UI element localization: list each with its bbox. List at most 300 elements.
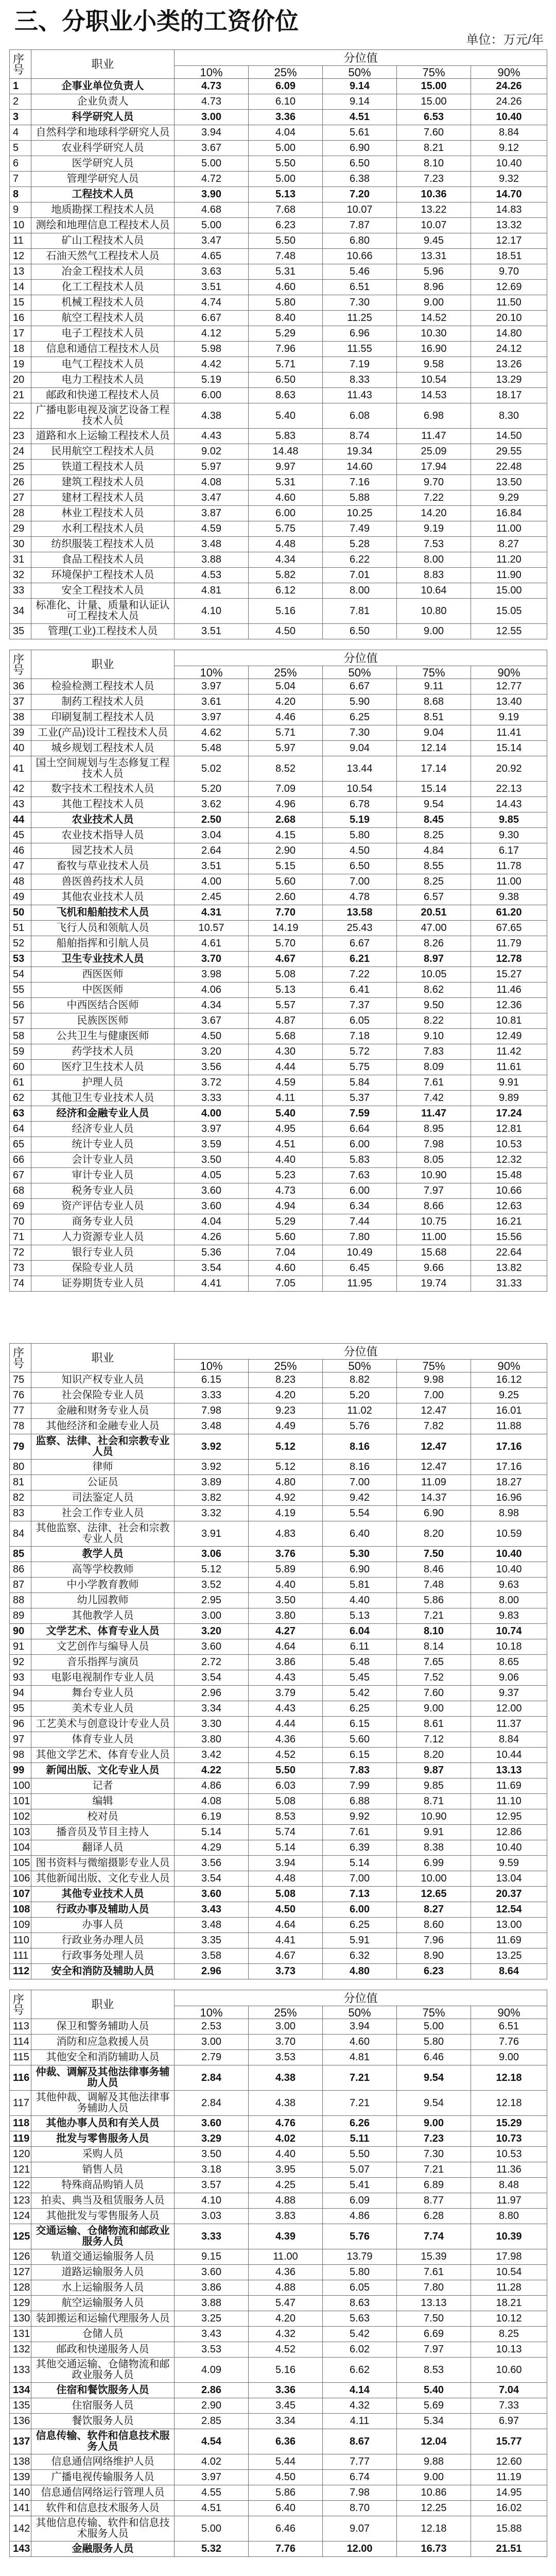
value-p25: 4.51 <box>249 1137 323 1153</box>
value-p10: 3.62 <box>175 797 249 812</box>
value-p75: 9.04 <box>397 725 471 741</box>
table-row <box>10 311 547 326</box>
table-row <box>10 2193 547 2209</box>
row-number: 4 <box>10 125 31 141</box>
row-number: 84 <box>10 1521 31 1547</box>
table-row <box>10 1060 547 1075</box>
value-p10: 3.06 <box>175 1547 249 1562</box>
value-p25: 6.40 <box>249 2501 323 2516</box>
occupation-name: 保险专业人员 <box>31 1261 175 1276</box>
value-p90: 11.61 <box>471 1060 547 1075</box>
value-p90: 13.50 <box>471 475 547 490</box>
value-p50: 4.40 <box>323 1593 397 1608</box>
value-p25: 2.60 <box>249 890 323 905</box>
value-p10: 3.04 <box>175 828 249 843</box>
value-p50: 8.74 <box>323 429 397 444</box>
occupation-name: 经济专业人员 <box>31 1122 175 1137</box>
table-row <box>10 1029 547 1044</box>
value-p50: 5.72 <box>323 1044 397 1060</box>
value-p75: 10.36 <box>397 187 471 202</box>
table-row <box>10 599 547 624</box>
row-number: 27 <box>10 490 31 506</box>
row-number: 32 <box>10 568 31 583</box>
value-p10: 3.91 <box>175 1521 249 1547</box>
row-number: 43 <box>10 797 31 812</box>
value-p75: 15.14 <box>397 782 471 797</box>
table-row <box>10 233 547 249</box>
table-row <box>10 141 547 156</box>
row-number: 137 <box>10 2429 31 2454</box>
value-p50: 7.22 <box>323 967 397 982</box>
occupation-name: 园艺技术人员 <box>31 843 175 859</box>
value-p90: 13.32 <box>471 218 547 233</box>
value-p10: 6.15 <box>175 1372 249 1388</box>
value-p90: 22.64 <box>471 1245 547 1261</box>
row-number: 94 <box>10 1686 31 1701</box>
value-p10: 3.88 <box>175 552 249 568</box>
value-p90: 12.18 <box>471 2091 547 2116</box>
value-p75: 7.00 <box>397 1388 471 1403</box>
value-p90: 9.29 <box>471 490 547 506</box>
value-p90: 11.97 <box>471 2193 547 2209</box>
value-p10: 3.47 <box>175 490 249 506</box>
value-p90: 9.91 <box>471 1075 547 1091</box>
value-p10: 5.02 <box>175 756 249 782</box>
value-p75: 10.75 <box>397 1214 471 1230</box>
row-number: 131 <box>10 2327 31 2342</box>
occupation-name: 社会工作专业人员 <box>31 1506 175 1521</box>
value-p50: 6.50 <box>323 859 397 874</box>
table-row <box>10 1871 547 1887</box>
table-row <box>10 1490 547 1506</box>
value-p25: 5.71 <box>249 725 323 741</box>
value-p25: 5.16 <box>249 599 323 624</box>
value-p75: 7.65 <box>397 1655 471 1670</box>
value-p10: 4.65 <box>175 249 249 264</box>
header-occupation: 职业 <box>31 650 175 679</box>
table-row <box>10 2429 547 2454</box>
table-row <box>10 1261 547 1276</box>
value-p10: 4.53 <box>175 568 249 583</box>
row-number: 72 <box>10 1245 31 1261</box>
value-p75: 7.23 <box>397 172 471 187</box>
value-p50: 6.15 <box>323 1717 397 1732</box>
occupation-name: 行政办事及辅助人员 <box>31 1902 175 1918</box>
header-percentile: 分位值 <box>175 1344 547 1360</box>
row-number: 73 <box>10 1261 31 1276</box>
value-p10: 3.33 <box>175 1388 249 1403</box>
occupation-name: 体育专业人员 <box>31 1732 175 1748</box>
value-p50: 6.26 <box>323 2116 397 2131</box>
value-p75: 7.21 <box>397 1608 471 1624</box>
occupation-name: 其他信息传输、软件和信息技术服务人员 <box>31 2516 175 2541</box>
occupation-name: 证券期货专业人员 <box>31 1276 175 1292</box>
occupation-name: 纺织服装工程技术人员 <box>31 537 175 552</box>
value-p10: 3.42 <box>175 1748 249 1763</box>
value-p75: 7.50 <box>397 1547 471 1562</box>
value-p50: 13.44 <box>323 756 397 782</box>
value-p50: 8.82 <box>323 1372 397 1388</box>
table-row <box>10 2358 547 2383</box>
value-p10: 4.31 <box>175 905 249 921</box>
value-p25: 3.76 <box>249 1547 323 1562</box>
value-p90: 17.16 <box>471 1460 547 1475</box>
wage-table <box>9 650 547 1292</box>
table-row <box>10 2470 547 2485</box>
value-p50: 11.25 <box>323 311 397 326</box>
value-p90: 12.81 <box>471 1122 547 1137</box>
value-p25: 4.34 <box>249 552 323 568</box>
occupation-name: 销售人员 <box>31 2162 175 2178</box>
row-number: 40 <box>10 741 31 756</box>
value-p50: 6.88 <box>323 1794 397 1809</box>
value-p25: 5.57 <box>249 998 323 1013</box>
value-p10: 9.15 <box>175 2249 249 2265</box>
value-p50: 7.80 <box>323 1230 397 1245</box>
value-p50: 6.90 <box>323 141 397 156</box>
row-number: 85 <box>10 1547 31 1562</box>
occupation-name: 软件和信息技术服务人员 <box>31 2501 175 2516</box>
occupation-name: 交通运输、仓储物流和邮政业服务人员 <box>31 2224 175 2249</box>
value-p75: 8.26 <box>397 936 471 952</box>
table-row <box>10 521 547 537</box>
value-p90: 22.13 <box>471 782 547 797</box>
value-p10: 3.59 <box>175 1137 249 1153</box>
value-p50: 7.59 <box>323 1106 397 1122</box>
value-p10: 3.52 <box>175 1578 249 1593</box>
occupation-name: 办事人员 <box>31 1918 175 1933</box>
value-p75: 12.47 <box>397 1460 471 1475</box>
value-p90: 15.00 <box>471 583 547 599</box>
value-p90: 11.90 <box>471 568 547 583</box>
table-row <box>10 2280 547 2296</box>
value-p75: 15.39 <box>397 2249 471 2265</box>
value-p90: 12.32 <box>471 1153 547 1168</box>
value-p25: 5.50 <box>249 1763 323 1778</box>
occupation-name: 公证员 <box>31 1475 175 1490</box>
value-p50: 5.11 <box>323 2131 397 2147</box>
occupation-name: 住宿服务人员 <box>31 2398 175 2414</box>
value-p90: 9.32 <box>471 172 547 187</box>
value-p75: 7.52 <box>397 1670 471 1686</box>
value-p25: 4.46 <box>249 710 323 725</box>
occupation-name: 其他专业技术人员 <box>31 1887 175 1902</box>
value-p50: 7.20 <box>323 187 397 202</box>
value-p75: 8.60 <box>397 1918 471 1933</box>
value-p25: 3.83 <box>249 2209 323 2224</box>
header-p75: 75% <box>397 666 471 679</box>
value-p25: 4.20 <box>249 1388 323 1403</box>
value-p50: 8.16 <box>323 1434 397 1460</box>
value-p25: 4.59 <box>249 1075 323 1091</box>
occupation-name: 信息和通信工程技术人员 <box>31 342 175 357</box>
value-p75: 7.22 <box>397 490 471 506</box>
value-p90: 14.50 <box>471 429 547 444</box>
value-p50: 5.14 <box>323 1856 397 1871</box>
value-p10: 2.90 <box>175 2398 249 2414</box>
value-p90: 8.84 <box>471 1732 547 1748</box>
value-p90: 8.30 <box>471 403 547 429</box>
value-p50: 5.28 <box>323 537 397 552</box>
value-p50: 5.42 <box>323 1686 397 1701</box>
row-number: 41 <box>10 756 31 782</box>
value-p25: 4.52 <box>249 1748 323 1763</box>
value-p90: 15.88 <box>471 2516 547 2541</box>
value-p25: 6.00 <box>249 506 323 521</box>
value-p90: 9.85 <box>471 812 547 828</box>
value-p90: 7.04 <box>471 2383 547 2398</box>
row-number: 64 <box>10 1122 31 1137</box>
row-number: 93 <box>10 1670 31 1686</box>
value-p10: 5.32 <box>175 2541 249 2557</box>
value-p10: 4.54 <box>175 2429 249 2454</box>
value-p50: 6.05 <box>323 2280 397 2296</box>
value-p90: 13.40 <box>471 694 547 710</box>
value-p10: 3.97 <box>175 1122 249 1137</box>
table-row <box>10 2265 547 2280</box>
value-p75: 8.90 <box>397 1948 471 1964</box>
header-p75: 75% <box>397 2006 471 2019</box>
occupation-name: 其他仲裁、调解及其他法律事务辅助人员 <box>31 2091 175 2116</box>
value-p10: 4.29 <box>175 1840 249 1856</box>
row-number: 62 <box>10 1091 31 1106</box>
value-p50: 19.34 <box>323 444 397 460</box>
row-number: 124 <box>10 2209 31 2224</box>
value-p75: 8.96 <box>397 280 471 295</box>
value-p25: 8.40 <box>249 311 323 326</box>
value-p10: 4.74 <box>175 295 249 311</box>
value-p50: 6.00 <box>323 1137 397 1153</box>
table-row <box>10 1153 547 1168</box>
table-row <box>10 2131 547 2147</box>
value-p50: 7.00 <box>323 874 397 890</box>
value-p50: 5.88 <box>323 490 397 506</box>
value-p50: 11.95 <box>323 1276 397 1292</box>
value-p90: 9.37 <box>471 1686 547 1701</box>
value-p90: 14.83 <box>471 202 547 218</box>
row-number: 112 <box>10 1964 31 1979</box>
occupation-name: 文学艺术、体育专业人员 <box>31 1624 175 1639</box>
value-p90: 24.26 <box>471 94 547 110</box>
table-row <box>10 1639 547 1655</box>
value-p90: 10.40 <box>471 156 547 172</box>
value-p50: 6.41 <box>323 982 397 998</box>
value-p75: 15.68 <box>397 1245 471 1261</box>
value-p25: 4.88 <box>249 2193 323 2209</box>
occupation-name: 民用航空工程技术人员 <box>31 444 175 460</box>
value-p50: 6.90 <box>323 1562 397 1578</box>
value-p10: 5.48 <box>175 741 249 756</box>
value-p50: 12.00 <box>323 2541 397 2557</box>
row-number: 129 <box>10 2296 31 2311</box>
value-p75: 8.10 <box>397 1624 471 1639</box>
value-p10: 3.53 <box>175 2342 249 2358</box>
value-p75: 8.25 <box>397 874 471 890</box>
row-number: 66 <box>10 1153 31 1168</box>
row-number: 69 <box>10 1199 31 1214</box>
occupation-name: 机械工程技术人员 <box>31 295 175 311</box>
value-p10: 4.43 <box>175 429 249 444</box>
value-p25: 4.41 <box>249 1933 323 1948</box>
value-p10: 3.47 <box>175 233 249 249</box>
row-number: 92 <box>10 1655 31 1670</box>
row-number: 140 <box>10 2485 31 2501</box>
row-number: 75 <box>10 1372 31 1388</box>
table-row <box>10 156 547 172</box>
row-number: 141 <box>10 2501 31 2516</box>
value-p25: 8.53 <box>249 1809 323 1825</box>
value-p25: 4.39 <box>249 2224 323 2249</box>
value-p90: 11.41 <box>471 725 547 741</box>
value-p75: 10.05 <box>397 967 471 982</box>
occupation-name: 食品工程技术人员 <box>31 552 175 568</box>
value-p25: 14.19 <box>249 921 323 936</box>
table-row <box>10 1122 547 1137</box>
value-p90: 13.13 <box>471 1763 547 1778</box>
value-p10: 3.82 <box>175 1490 249 1506</box>
value-p90: 10.74 <box>471 1624 547 1639</box>
table-row <box>10 1230 547 1245</box>
value-p90: 15.14 <box>471 741 547 756</box>
row-number: 142 <box>10 2516 31 2541</box>
occupation-name: 电力工程技术人员 <box>31 372 175 388</box>
value-p75: 12.47 <box>397 1403 471 1419</box>
value-p50: 8.70 <box>323 2501 397 2516</box>
value-p50: 7.61 <box>323 1825 397 1840</box>
value-p10: 3.60 <box>175 2265 249 2280</box>
value-p50: 6.15 <box>323 1748 397 1763</box>
value-p25: 7.09 <box>249 782 323 797</box>
value-p50: 7.00 <box>323 1475 397 1490</box>
row-number: 70 <box>10 1214 31 1230</box>
row-number: 109 <box>10 1918 31 1933</box>
occupation-name: 会计专业人员 <box>31 1153 175 1168</box>
value-p90: 10.12 <box>471 2311 547 2327</box>
value-p50: 8.00 <box>323 583 397 599</box>
value-p10: 3.51 <box>175 859 249 874</box>
table-row <box>10 506 547 521</box>
value-p90: 13.00 <box>471 1918 547 1933</box>
value-p90: 9.70 <box>471 264 547 280</box>
table-row <box>10 2311 547 2327</box>
value-p75: 9.10 <box>397 1029 471 1044</box>
value-p90: 9.63 <box>471 1578 547 1593</box>
table-row <box>10 967 547 982</box>
row-number: 115 <box>10 2050 31 2065</box>
value-p50: 7.19 <box>323 357 397 372</box>
occupation-name: 舞台专业人员 <box>31 1686 175 1701</box>
occupation-name: 幼儿园教师 <box>31 1593 175 1608</box>
table-row <box>10 1214 547 1230</box>
value-p90: 18.27 <box>471 1475 547 1490</box>
value-p10: 3.92 <box>175 1434 249 1460</box>
value-p10: 3.58 <box>175 1948 249 1964</box>
row-number: 123 <box>10 2193 31 2209</box>
occupation-name: 其他文学艺术、体育专业人员 <box>31 1748 175 1763</box>
value-p90: 10.53 <box>471 2147 547 2162</box>
value-p10: 4.51 <box>175 2501 249 2516</box>
occupation-name: 住宿和餐饮服务人员 <box>31 2383 175 2398</box>
value-p50: 5.76 <box>323 2224 397 2249</box>
value-p25: 5.14 <box>249 1840 323 1856</box>
value-p25: 3.34 <box>249 2414 323 2429</box>
value-p75: 12.04 <box>397 2429 471 2454</box>
value-p10: 4.08 <box>175 1794 249 1809</box>
table-row <box>10 1372 547 1388</box>
header-p10: 10% <box>175 66 249 79</box>
value-p10: 4.59 <box>175 521 249 537</box>
row-number: 90 <box>10 1624 31 1639</box>
value-p90: 11.10 <box>471 1794 547 1809</box>
value-p90: 17.16 <box>471 1434 547 1460</box>
value-p25: 7.04 <box>249 1245 323 1261</box>
table-row <box>10 710 547 725</box>
value-p90: 18.21 <box>471 2296 547 2311</box>
section-gap <box>9 639 547 650</box>
occupation-name: 护理人员 <box>31 1075 175 1091</box>
row-number: 17 <box>10 326 31 342</box>
table-row <box>10 552 547 568</box>
value-p10: 3.56 <box>175 1060 249 1075</box>
value-p25: 14.48 <box>249 444 323 460</box>
value-p25: 3.36 <box>249 2383 323 2398</box>
value-p75: 12.47 <box>397 1434 471 1460</box>
row-number: 31 <box>10 552 31 568</box>
value-p10: 5.00 <box>175 218 249 233</box>
value-p50: 5.61 <box>323 125 397 141</box>
value-p75: 6.69 <box>397 2327 471 2342</box>
value-p90: 15.29 <box>471 2116 547 2131</box>
value-p90: 11.36 <box>471 2162 547 2178</box>
table-row <box>10 94 547 110</box>
value-p10: 4.26 <box>175 1230 249 1245</box>
row-number: 68 <box>10 1183 31 1199</box>
value-p50: 6.62 <box>323 2358 397 2383</box>
value-p75: 7.61 <box>397 1075 471 1091</box>
value-p90: 11.42 <box>471 1044 547 1060</box>
row-number: 103 <box>10 1825 31 1840</box>
occupation-name: 其他工程技术人员 <box>31 797 175 812</box>
occupation-name: 邮政和快递工程技术人员 <box>31 388 175 403</box>
header-percentile: 分位值 <box>175 650 547 666</box>
value-p10: 3.60 <box>175 1887 249 1902</box>
value-p90: 12.60 <box>471 2454 547 2470</box>
value-p25: 5.12 <box>249 1460 323 1475</box>
value-p25: 4.27 <box>249 1624 323 1639</box>
value-p90: 14.70 <box>471 187 547 202</box>
row-number: 126 <box>10 2249 31 2265</box>
row-number: 26 <box>10 475 31 490</box>
value-p75: 8.97 <box>397 952 471 967</box>
value-p50: 8.33 <box>323 372 397 388</box>
value-p25: 11.00 <box>249 2249 323 2265</box>
value-p75: 9.00 <box>397 624 471 639</box>
value-p75: 8.51 <box>397 710 471 725</box>
value-p25: 4.44 <box>249 1060 323 1075</box>
occupation-name: 民族医医师 <box>31 1013 175 1029</box>
value-p90: 9.00 <box>471 2050 547 2065</box>
value-p90: 11.69 <box>471 1933 547 1948</box>
table-row <box>10 249 547 264</box>
row-number: 53 <box>10 952 31 967</box>
row-number: 133 <box>10 2358 31 2383</box>
value-p90: 8.84 <box>471 125 547 141</box>
value-p75: 7.42 <box>397 1091 471 1106</box>
value-p50: 7.77 <box>323 2454 397 2470</box>
occupation-name: 检验检测工程技术人员 <box>31 679 175 694</box>
value-p90: 9.12 <box>471 141 547 156</box>
table-row <box>10 2414 547 2429</box>
